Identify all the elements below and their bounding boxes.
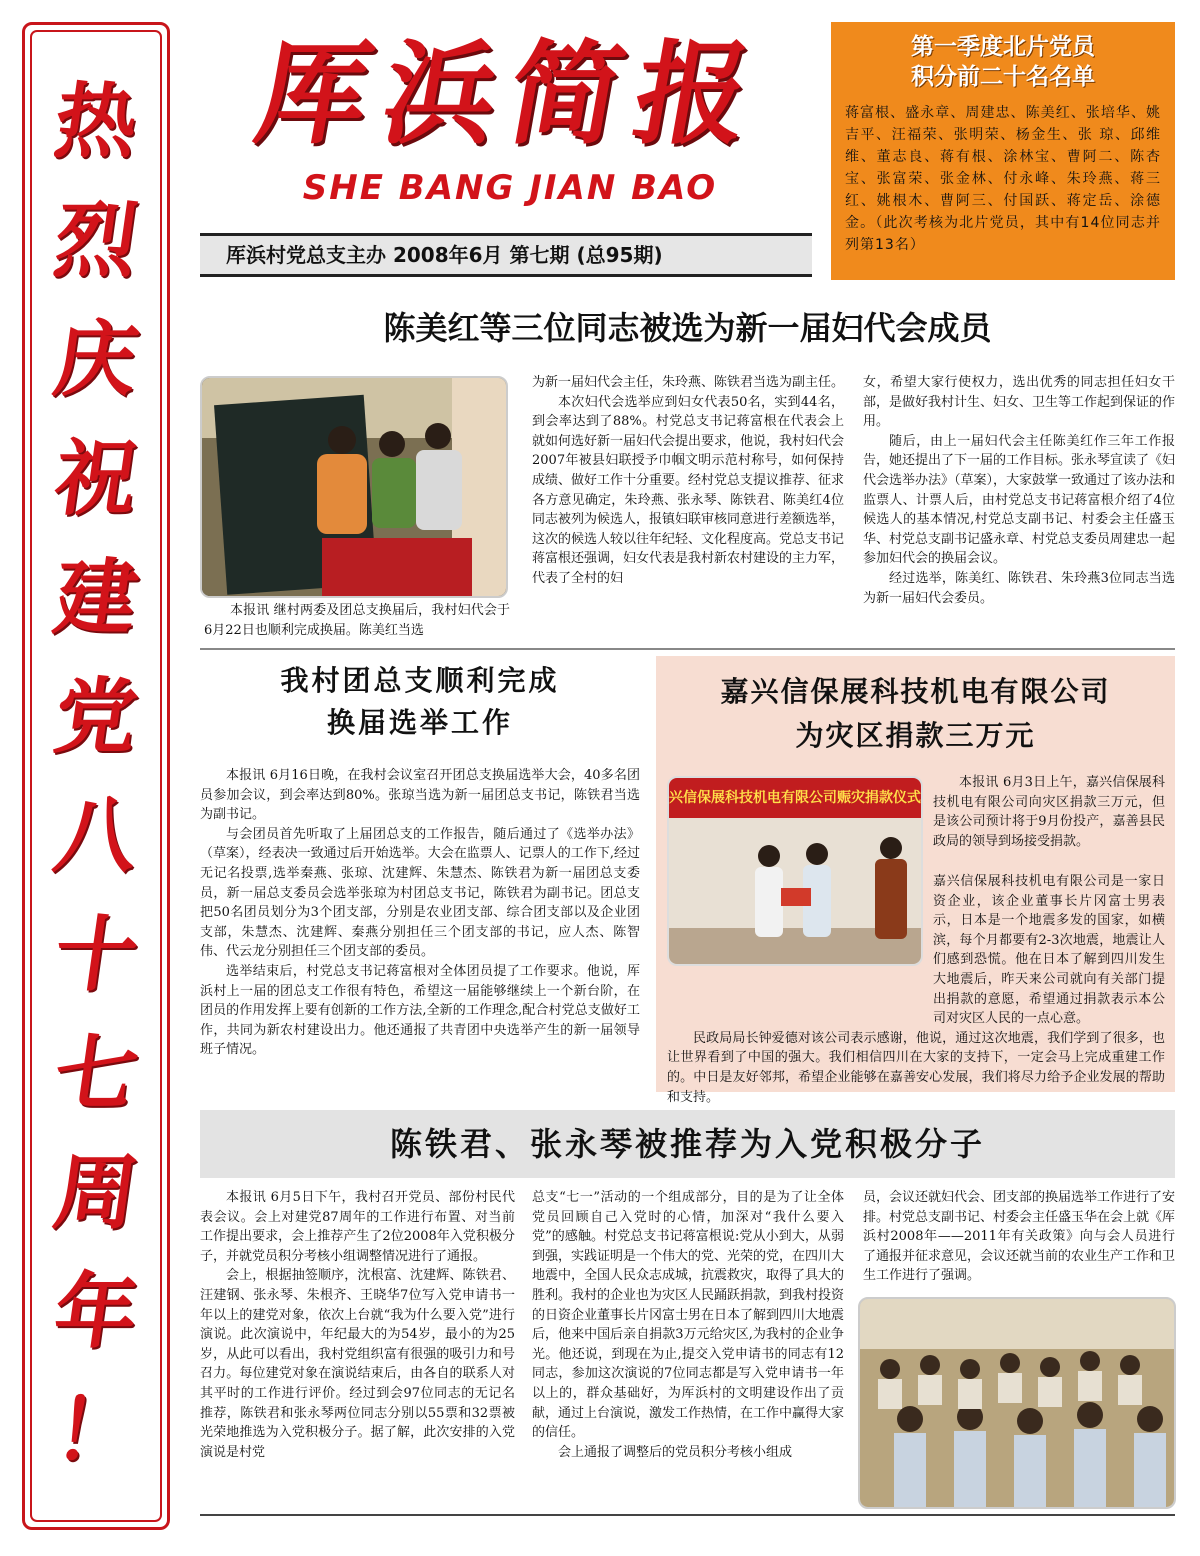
article3-p2: 嘉兴信保展科技机电有限公司是一家日资企业，该企业董事长片冈富士男表示，日本是一个地震多发的国家，如横滨，每个月都要有2-3次地震，地震让人们感到恐慌。他在日本了解到四川发生大地震后，昨天来公司就向有关部门提出捐款的意愿，希望通过捐款表示本公司对灾区人民的一点心意。 [933,874,1165,1027]
banner-char: 烈 [48,192,144,289]
article4-col3-p1: 员，会议还就妇代会、团支部的换届选举工作进行了安排。村党总支副书记、村委会主任盛玉华在会上就《厍浜村2008年——2011年有关政策》向与会人员进行了通报并征求意见，会议还就当前的农业生产工作和卫生工作进行了强调。 [863,1190,1176,1284]
article1-col1-text: 本报讯 继村两委及团总支换届后，我村妇代会于6月22日也顺利完成换届。陈美红当选 [204,603,510,638]
article4-col2-p1: 总支“七一”活动的一个组成部分，目的是为了让全体党员回顾自己入党时的心情，加深对“我什么要入党”的感触。村党总支书记蒋富根说:党从小到大，从弱到强，实践证明是一个伟大的党、光荣的党，在四川大地震中，全国人民众志成城，抗震救灾，取得了具大的胜利。我村的企业也为灾区人民踊跃捐款，到我村投资的日资企业董事长片冈富士男在日本了解到四川大地震后，他来中国后亲自捐款3万元给灾区,为我村的企业争光。他还说，到现在为止,提交入党申请书的同志有12同志，参加这次演说的7位同志都是写入党申请书一年以上的，群众基础好，为厍浜村的文明建设作出了贡献，通过上台演说，激发工作热情，在工作中赢得大家的信任。 [532,1190,845,1441]
article4-col2 [532,1188,844,1462]
article1-col2 [532,373,844,589]
article2-p3: 选举结束后，村党总支书记蒋富根对全体团员提了工作要求。他说，厍浜村上一届的团总支工作很有特色，希望这一届能够继续上一个新台阶，在团员的作用发挥上要有创新的工作方法,全新的工作理念,配合村党总支做好工作，共同为新农村建设出力。他还通报了共青团中央选举产生的新一届领导班子情况。 [200,963,640,1058]
article3-p1: 本报讯 6月3日上午，嘉兴信保展科技机电有限公司向灾区捐款三万元，但是该公司预计将于9月份投产，嘉善县民政局的领导到场接受捐款。 [933,775,1165,849]
article4-col1-p1: 本报讯 6月5日下午，我村召开党员、部份村民代表会议。会上对建党87周年的工作进行布置、对当前工作提出要求，会上推荐产生了2位2008年入党积极分子，并就党员积分考核小组调整情况进行了通报。 [200,1190,515,1264]
article1-col3-p3: 经过选举，陈美红、陈铁君、朱玲燕3位同志当选为新一届妇代会委员。 [863,570,1175,606]
ranking-names: 蒋富根、盛永章、周建忠、陈美红、张培华、姚吉平、汪福荣、张明荣、杨金生、张 琼、邱维维、董志良、蒋有根、涂林宝、曹阿二、陈杏宝、张富荣、张金林、付永峰、朱玲燕、蒋三红、姚根木、曹阿三、付国跃、蒋定岳、涂德金。（此次考核为北片党员，其中有14位同志并列第13名） [845,105,1161,253]
meeting-audience-photo [858,1297,1176,1509]
article1-headline: 陈美红等三位同志被选为新一届妇代会成员 [383,309,992,347]
article3-headline-line1: 嘉兴信保展科技机电有限公司 [720,675,1111,708]
article4-headline: 陈铁君、张永琴被推荐为入党积极分子 [389,1125,985,1163]
article2-p1: 本报讯 6月16日晚，在我村会议室召开团总支换届选举大会，40多名团员参加会议，到会率达到80%。张琼当选为新一届团总支书记，陈铁君当选为副书记。 [200,768,640,823]
article1-col3-p2: 随后，由上一届妇代会主任陈美红作三年工作报告，她还提出了下一届的工作目标。张永琴宣读了《妇代会选举办法》（草案），大家鼓掌一致通过了该办法和监票人、计票人后，由村党总支书记蒋富根介绍了4位候选人的基本情况,村党总支副书记、村委会主任盛玉华、村党总支副书记盛永章、村党总支委员周建忠一起参加妇代会的换届会议。 [863,433,1176,567]
banner-char: 祝 [48,430,144,527]
ceremony-banner: 兴信保展科技机电有限公司赈灾捐款仪式 [669,778,921,818]
article3-headline-line2: 为灾区捐款三万元 [795,719,1036,752]
banner-char: 热 [48,73,144,170]
article1-col1 [204,601,510,640]
banner-char: 庆 [48,311,144,408]
banner-char: ！ [48,1382,144,1479]
ranking-title-line1: 第一季度北片党员 [911,34,1095,60]
article4-col3 [863,1188,1175,1286]
masthead-title: 厍浜简报 [246,29,774,160]
article2-body [200,766,640,1060]
article2-p2: 与会团员首先听取了上届团总支的工作报告，随后通过了《选举办法》（草案），经表决一致通过后开始选举。大会在监票人、记票人的工作下,经过无记名投票,选举秦燕、张琼、沈建辉、朱慧杰、陈铁君为新一届团总支委员，新一届总支委员会选举张琼为村团总支书记，陈铁君为副书记。团总支把50名团员划分为3个团支部，分别是农业团支部、综合团支部以及企业团支部，朱慧杰、沈建辉、秦燕分别担任三个团支部的书记，应人杰、陈智伟、代云龙分别担任三个团支部的委员。 [200,826,640,960]
banner-char: 周 [48,1144,144,1241]
audience-illustration-icon [860,1299,1174,1507]
article4-col1-p2: 会上，根据抽签顺序，沈根富、沈建辉、陈铁君、汪建钢、张永琴、朱根齐、王晓华7位写入党申请书一年以上的建党对象，依次上台就“我为什么要入党”进行演说。此次演说中，年纪最大的为54岁，最小的为25岁，从此可以看出，我村党组织富有很强的吸引力和号召力。每位建党对象在演说结束后，由各自的联系人对其平时的工作进行评价。经过到会97位同志的无记名推荐，陈铁君和张永琴两位同志分别以55票和32票被光荣地推选为入党积极分子。据了解，此次安排的入党演说是村党 [200,1268,515,1460]
banner-char: 七 [48,1025,144,1122]
article3-p1-wrap [933,773,1165,851]
issue-line: 厍浜村党总支主办 2008年6月 第七期 (总95期) [200,233,812,277]
slogan-banner-inner [30,30,162,1522]
article4-col1 [200,1188,515,1462]
banner-char: 十 [48,906,144,1003]
article1-col2-p2: 本次妇代会选举应到妇女代表50名，实到44名，到会率达到了88%。村党总支书记蒋富根在代表会上就如何选好新一届妇代会提出要求，他说，我村妇代会2007年被县妇联授予巾帼文明示范村称号，如何保持成绩、做好工作十分重要。经村党总支提议推荐、征求各方意见确定，朱玲燕、张永琴、陈铁君、陈美红4位同志被列为候选人，报镇妇联审核同意进行差额选举，这次的候选人较以往年纪轻、文化程度高。党总支书记蒋富根还强调，妇女代表是我村新农村建设的主力军，代表了全村的妇 [532,394,845,586]
meeting-blackboard-photo [200,376,508,598]
article1-col3 [863,373,1175,608]
article3-p3: 民政局局长钟爱德对该公司表示感谢，他说，通过这次地震，我们学到了很多，也让世界看到了中国的强大。我们相信四川在大家的支持下，一定会马上完成重建工作的。中日是友好邻邦，希望企业能够在嘉善安心发展，我们将尽力给予企业发展的帮助和支持。 [667,1030,1165,1105]
slogan-banner [22,22,170,1530]
banner-char: 建 [48,549,144,646]
photo-illustration-icon [202,378,506,596]
article2-headline [200,660,640,744]
banner-char: 党 [48,668,144,765]
article2-headline-line1: 我村团总支顺利完成 [280,664,560,697]
ranking-box [831,22,1175,280]
article1-col3-p1: 女，希望大家行使权力，选出优秀的同志担任妇女干部，是做好我村计生、妇女、卫生等工作起到保证的作用。 [863,375,1176,430]
ranking-title-line2: 积分前二十名名单 [911,64,1095,90]
banner-char: 年 [48,1263,144,1360]
article2-headline-line2: 换届选举工作 [326,706,513,739]
article3-headline [656,670,1175,758]
article4-col2-p2: 会上通报了调整后的党员积分考核小组成 [558,1444,793,1460]
article4-headline-bar [200,1110,1175,1178]
banner-char: 八 [48,787,144,884]
bottom-rule [200,1514,1175,1516]
masthead-subtitle: SHE BANG JIAN BAO [302,168,718,208]
article1-col2-p1: 为新一届妇代会主任，朱玲燕、陈铁君当选为副主任。 [532,375,845,390]
article3-body [667,872,1165,1107]
section-divider [200,648,1175,650]
